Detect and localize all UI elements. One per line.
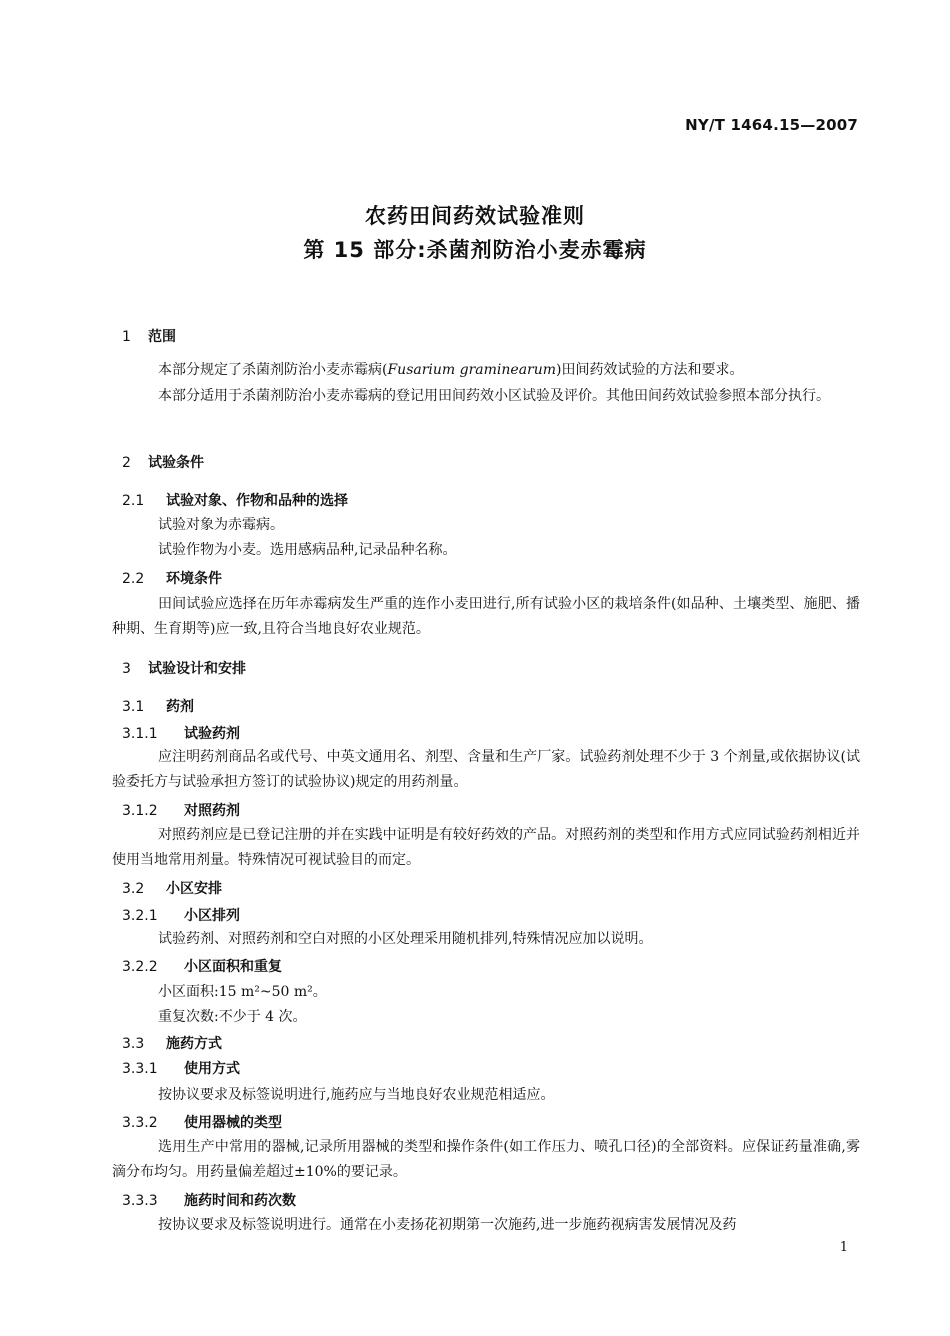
section-1-heading xyxy=(122,326,176,346)
section-3-1-2-heading xyxy=(122,800,240,820)
section-number: 3.3 xyxy=(122,1036,145,1052)
section-number: 3.2.2 xyxy=(122,959,158,975)
section-3-1-1-heading xyxy=(122,723,240,743)
section-title: 施药时间和药次数 xyxy=(184,1193,296,1209)
section-title: 使用器械的类型 xyxy=(184,1115,282,1131)
paragraph: 试验药剂、对照药剂和空白对照的小区处理采用随机排列,特殊情况应加以说明。 xyxy=(158,931,653,947)
section-title: 对照药剂 xyxy=(184,803,240,819)
section-title: 试验设计和安排 xyxy=(148,661,246,677)
section-2-2-heading xyxy=(122,568,222,588)
section-number: 2.1 xyxy=(122,493,145,509)
document-subtitle: 第 15 部分:杀菌剂防治小麦赤霉病 xyxy=(303,238,647,262)
section-title: 小区排列 xyxy=(184,908,240,924)
page-number: 1 xyxy=(839,1240,848,1255)
section-3-3-3-heading xyxy=(122,1190,296,1210)
section-number: 3.1 xyxy=(122,699,145,715)
section-title: 小区面积和重复 xyxy=(184,959,282,975)
section-number: 3.3.1 xyxy=(122,1061,158,1077)
standard-number: NY/T 1464.15—2007 xyxy=(685,116,858,134)
paragraph: 重复次数:不少于 4 次。 xyxy=(158,1009,307,1025)
section-number: 3 xyxy=(122,661,131,677)
section-number: 3.3.2 xyxy=(122,1115,158,1131)
section-number: 1 xyxy=(122,329,131,345)
paragraph: 田间试验应选择在历年赤霉病发生严重的连作小麦田进行,所有试验小区的栽培条件(如品种、土壤类型、施肥、播种期、生育期等)应一致,且符合当地良好农业规范。 xyxy=(112,596,860,637)
paragraph: 应注明药剂商品名或代号、中英文通用名、剂型、含量和生产厂家。试验药剂处理不少于 3 个剂量,或依据协议(试验委托方与试验承担方签订的试验协议)规定的用药剂量。 xyxy=(112,749,860,790)
section-title: 使用方式 xyxy=(184,1061,240,1077)
section-2-heading xyxy=(122,452,204,472)
paragraph: 试验作物为小麦。选用感病品种,记录品种名称。 xyxy=(158,542,457,558)
section-3-2-1-heading xyxy=(122,905,240,925)
section-number: 3.1.2 xyxy=(122,803,158,819)
paragraph: 试验对象为赤霉病。 xyxy=(158,517,284,533)
paragraph: 按协议要求及标签说明进行。通常在小麦扬花初期第一次施药,进一步施药视病害发展情况及药 xyxy=(158,1217,737,1233)
section-title: 试验药剂 xyxy=(184,726,240,742)
section-number: 2.2 xyxy=(122,571,145,587)
paragraph xyxy=(112,358,860,383)
section-3-2-heading xyxy=(122,878,222,898)
section-3-3-1-heading xyxy=(122,1058,240,1078)
paragraph: 选用生产中常用的器械,记录所用器械的类型和操作条件(如工作压力、喷孔口径)的全部资料。应保证药量准确,雾滴分布均匀。用药量偏差超过±10%的要记录。 xyxy=(112,1139,860,1180)
section-title: 环境条件 xyxy=(166,571,222,587)
section-number: 3.3.3 xyxy=(122,1193,158,1209)
text-run: 本部分规定了杀菌剂防治小麦赤霉病( xyxy=(158,362,388,378)
section-3-3-2-heading xyxy=(122,1112,282,1132)
section-number: 3.2 xyxy=(122,881,145,897)
section-title: 试验对象、作物和品种的选择 xyxy=(166,493,348,509)
section-3-3-heading xyxy=(122,1033,222,1053)
section-number: 3.1.1 xyxy=(122,726,158,742)
section-3-1-heading xyxy=(122,696,194,716)
section-3-heading xyxy=(122,658,246,678)
section-title: 小区安排 xyxy=(166,881,222,897)
section-title: 范围 xyxy=(148,329,176,345)
latin-name: Fusarium graminearum xyxy=(387,362,557,378)
document-title: 农药田间药效试验准则 xyxy=(365,204,585,228)
paragraph: 本部分适用于杀菌剂防治小麦赤霉病的登记用田间药效小区试验及评价。其他田间药效试验参照本部分执行。 xyxy=(158,388,830,404)
paragraph: 小区面积:15 m²~50 m²。 xyxy=(158,984,327,1000)
text-run: )田间药效试验的方法和要求。 xyxy=(556,362,744,378)
section-3-2-2-heading xyxy=(122,956,282,976)
paragraph: 对照药剂应是已登记注册的并在实践中证明是有较好药效的产品。对照药剂的类型和作用方式应同试验药剂相近并使用当地常用剂量。特殊情况可视试验目的而定。 xyxy=(112,827,860,868)
paragraph: 按协议要求及标签说明进行,施药应与当地良好农业规范相适应。 xyxy=(158,1087,555,1103)
section-number: 2 xyxy=(122,455,131,471)
section-number: 3.2.1 xyxy=(122,908,158,924)
section-2-1-heading xyxy=(122,490,348,510)
section-title: 药剂 xyxy=(166,699,194,715)
section-title: 试验条件 xyxy=(148,455,204,471)
section-title: 施药方式 xyxy=(166,1036,222,1052)
